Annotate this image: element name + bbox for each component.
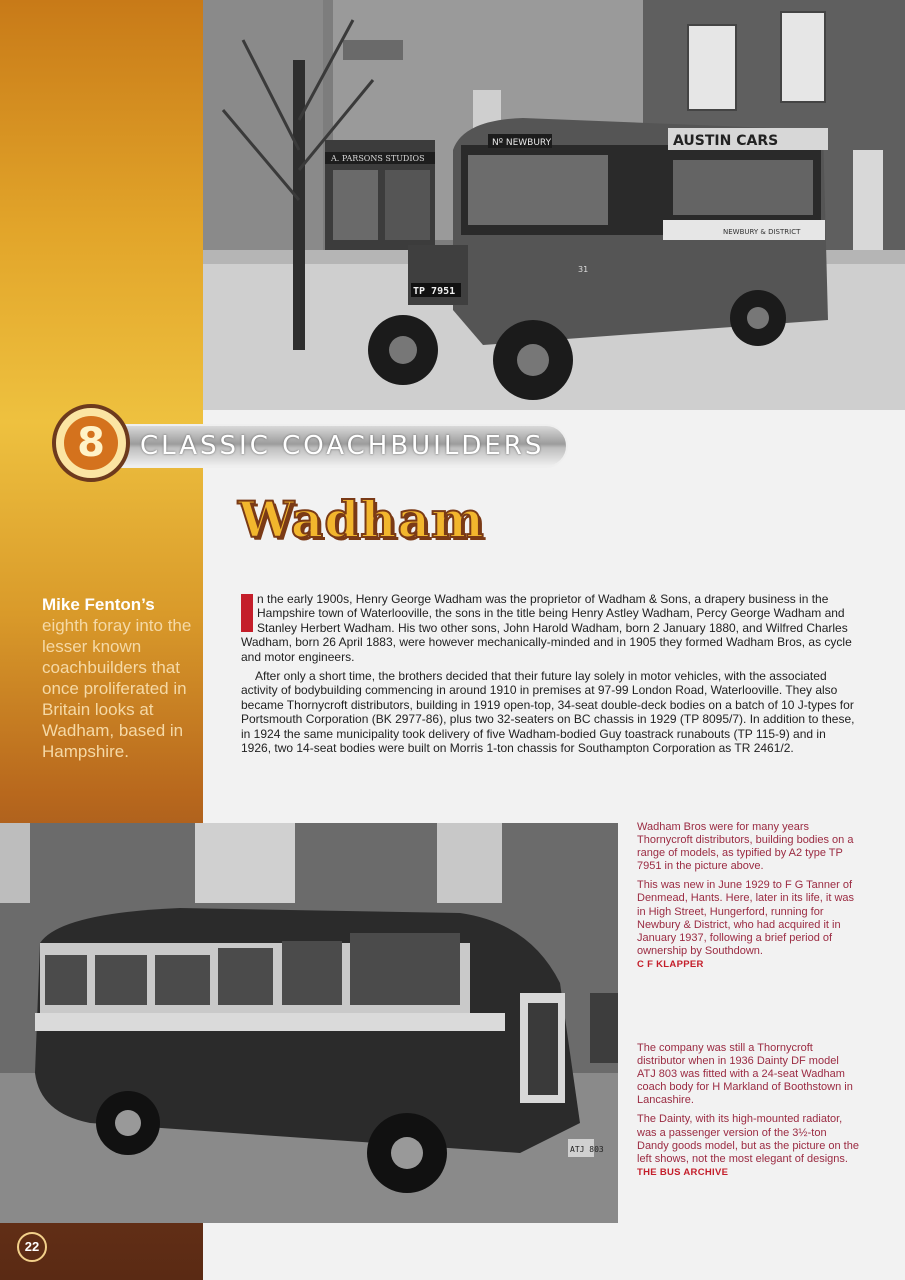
caption-top-photo: [637, 821, 859, 977]
photo-credit-bottom: THE BUS ARCHIVE: [637, 1166, 729, 1178]
standfirst-text: eighth foray into the lesser known coachbuilders that once proliferated in Britain looks at Wadham, based in Hampshire.: [42, 616, 192, 761]
article-body: [241, 592, 859, 760]
caption-bottom-photo: [637, 1042, 859, 1185]
caption-top-paragraph-1: Wadham Bros were for many years Thornycroft distributors, building bodies on a range of models, as typified by A2 type TP 7951 in the picture above.: [637, 821, 854, 873]
photo-credit-top: C F KLAPPER: [637, 958, 704, 970]
drop-cap-marker: [241, 594, 253, 632]
body-paragraph-1-text: n the early 1900s, Henry George Wadham was the proprietor of Wadham & Sons, a drapery business in the Hampshire town of Waterlooville, the sons in the title being Henry Astley Wadham, Percy George Wadham and Stanley Herbert Wadham. His two other sons, John Harold Wadham, born 2 January 1880, and Wilfred Charles Wadham, born 26 April 1883, were however mechanically-minded and in 1905 they formed Wadham Bros, as cycle and motor engineers.: [241, 592, 852, 664]
series-title: CLASSIC COACHBUILDERS: [140, 431, 545, 461]
fleet-number: 31: [578, 265, 589, 274]
caption-bottom-paragraph-2-text: The Dainty, with its high-mounted radiator, was a passenger version of the 3½-ton Dandy goods model, but as the picture on the left shows, not the most elegant of designs.: [637, 1113, 859, 1165]
caption-top-paragraph-2-text: This was new in June 1929 to F G Tanner of Denmead, Hants. Here, later in its life, it was in High Street, Hungerford, running for Newbury & District, who had acquired it in January 1937, following a brief period of ownership by Southdown.: [637, 879, 855, 957]
registration-plate-bottom: ATJ 803: [570, 1145, 604, 1154]
page-number: 22: [17, 1232, 47, 1262]
photo-top-bus: [203, 0, 905, 410]
series-number: 8: [64, 416, 118, 470]
destination-blind: Nº NEWBURY: [492, 138, 552, 148]
article-headline: Wadham: [238, 490, 485, 549]
photo-bottom-coach: [0, 823, 618, 1223]
body-paragraph-2: After only a short time, the brothers decided that their future lay solely in motor vehicles, with the associated activity of bodybuilding commencing in around 1910 in premises at 97-99 London Road, Waterlooville. They also became Thornycroft distributors, building in 1919 open-top, 34-seat double-deck bodies on a batch of 10 J-types for Portsmouth Corporation (BK 2977-86), plus two 32-seaters on BC chassis in 1929 (TP 8095/7). In addition to these, in 1924 the same municipality took delivery of five Wadham-bodied Guy toastrack runabouts (TP 115-9) and in 1926, two 14-seat bodies were built on Morris 1-ton chassis for Southampton Corporation as TR 2461/2.: [241, 669, 855, 756]
standfirst: [42, 594, 192, 762]
shop-sign-text: A. PARSONS STUDIOS: [331, 154, 425, 163]
fleet-name: NEWBURY & DISTRICT: [723, 228, 801, 236]
body-paragraph-1: [241, 592, 859, 664]
series-number-badge: [52, 404, 130, 482]
author-byline: Mike Fenton’s: [42, 595, 155, 614]
caption-top-paragraph-2: [637, 879, 859, 971]
cars-sign: AUSTIN CARS: [673, 133, 779, 149]
photo-bottom-illustration: [0, 823, 618, 1223]
caption-bottom-paragraph-2: [637, 1113, 859, 1178]
photo-top-illustration: [203, 0, 905, 410]
registration-plate-top: TP 7951: [413, 286, 456, 297]
caption-bottom-paragraph-1: The company was still a Thornycroft distributor when in 1936 Dainty DF model ATJ 803 was fitted with a 24-seat Wadham coach body for H Markland of Boothstown in Lancashire.: [637, 1042, 853, 1107]
